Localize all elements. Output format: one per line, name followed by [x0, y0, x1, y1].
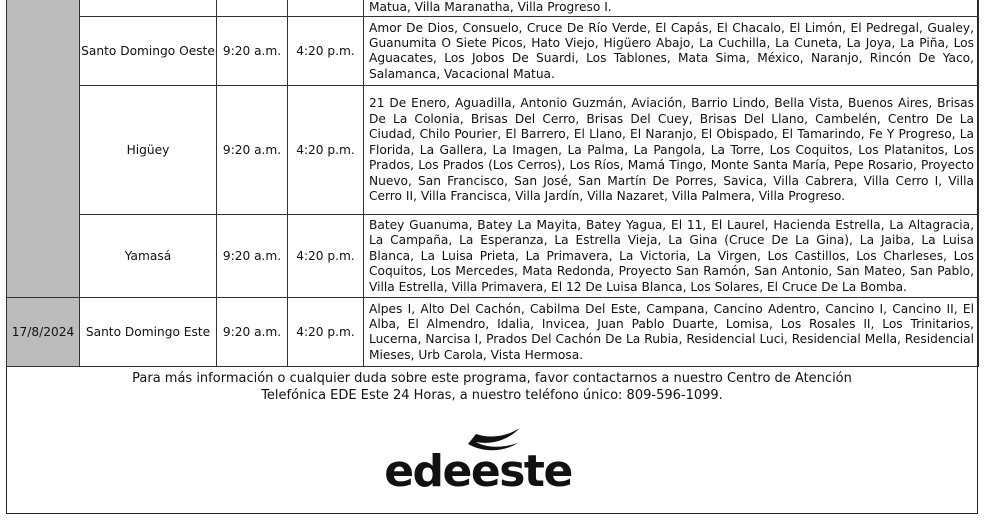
logo-wordmark: edeeste — [384, 446, 572, 492]
table-row — [7, 86, 979, 215]
sectors-cell: Amor De Dios, Consuelo, Cruce De Río Verde, El Capás, El Chacalo, El Limón, El Pedregal, Gualey, Guanumita O Siete Picos, Hato Viejo, Higüero Abajo, La Cuchilla, La Cuneta, La Joya, La Piña, Los Aguacates, Los Jobos De Suardi, Los Tablones, Mata Sima, México, Naranjo, Rincón De Yaco, Salamanca, Vacacional Matua. — [364, 17, 979, 86]
end-time-cell — [288, 0, 364, 17]
province-cell: Santo Domingo Este — [80, 298, 217, 367]
province-cell: Yamasá — [80, 215, 217, 298]
sectors-cell: Matua, Villa Maranatha, Villa Progreso I. — [364, 0, 979, 17]
province-cell: Santo Domingo Oeste — [80, 17, 217, 86]
table-row — [7, 215, 979, 298]
start-time-cell: 9:20 a.m. — [217, 215, 288, 298]
table-row — [7, 298, 979, 367]
start-time-cell: 9:20 a.m. — [217, 86, 288, 215]
sectors-cell: Alpes I, Alto Del Cachón, Cabilma Del Este, Campana, Cancino Adentro, Cancino I, Cancino II, El Alba, El Almendro, Idalia, Invicea, Juan Pablo Duarte, Lomisa, Los Rosales II, Los Trinitarios, Lucerna, Narcisa I, Prados Del Cachón De La Rubia, Residencial Luci, Residencial Mella, Residencial Mieses, Urb Carola, Vista Hermosa. — [364, 298, 979, 367]
schedule-table — [6, 0, 979, 367]
start-time-cell: 9:20 a.m. — [217, 17, 288, 86]
table-row — [7, 0, 979, 17]
province-cell — [80, 0, 217, 17]
end-time-cell: 4:20 p.m. — [288, 17, 364, 86]
start-time-cell: 9:20 a.m. — [217, 298, 288, 367]
start-time-cell — [217, 0, 288, 17]
end-time-cell: 4:20 p.m. — [288, 298, 364, 367]
date-cell — [7, 0, 80, 298]
contact-info — [6, 371, 978, 404]
end-time-cell: 4:20 p.m. — [288, 86, 364, 215]
edeeste-logo — [378, 426, 578, 492]
end-time-cell: 4:20 p.m. — [288, 215, 364, 298]
sectors-cell: 21 De Enero, Aguadilla, Antonio Guzmán, Aviación, Barrio Lindo, Bella Vista, Buenos Aires, Brisas De La Colonia, Brisas Del Cerro, Brisas Del Cuey, Brisas Del Llano, Cambelén, Centro De La Ciudad, Chilo Pourier, El Barrero, El Llano, El Naranjo, El Obispado, El Tamarindo, Fe Y Progreso, La Florida, La Gallera, La Imagen, La Palma, La Pangola, La Torre, Los Coquitos, Los Platanitos, Los Prados, Los Prados (Los Cerros), Los Ríos, Mamá Tingo, Monte Santa María, Pepe Rosario, Proyecto Nuevo, San Francisco, San José, San Martín De Porres, Savica, Villa Cabrera, Villa Cerro I, Villa Cerro II, Villa Francisca, Villa Jardín, Villa Nazaret, Villa Palmera, Villa Progreso. — [364, 86, 979, 215]
contact-info-line-1: Para más información o cualquier duda sobre este programa, favor contactarnos a nuestro Centro de Atención — [132, 371, 852, 386]
sectors-cell: Batey Guanuma, Batey La Mayita, Batey Yagua, El 11, El Laurel, Hacienda Estrella, La Altagracia, La Campaña, La Esperanza, La Estrella Vieja, La Gina (Cruce De La Gina), La Jaiba, La Luisa Blanca, La Luisa Prieta, La Primavera, La Victoria, La Virgen, Los Castillos, Los Charleses, Los Coquitos, Los Mercedes, Mata Redonda, Proyecto San Ramón, San Antonio, San Mateo, San Pablo, Villa Estrella, Villa Primavera, El 12 De Luisa Blanca, Los Solares, El Cruce De La Bomba. — [364, 215, 979, 298]
date-cell: 17/8/2024 — [7, 298, 80, 367]
table-row — [7, 17, 979, 86]
contact-info-line-2: Telefónica EDE Este 24 Horas, a nuestro teléfono único: 809-596-1099. — [261, 387, 723, 403]
province-cell: Higüey — [80, 86, 217, 215]
